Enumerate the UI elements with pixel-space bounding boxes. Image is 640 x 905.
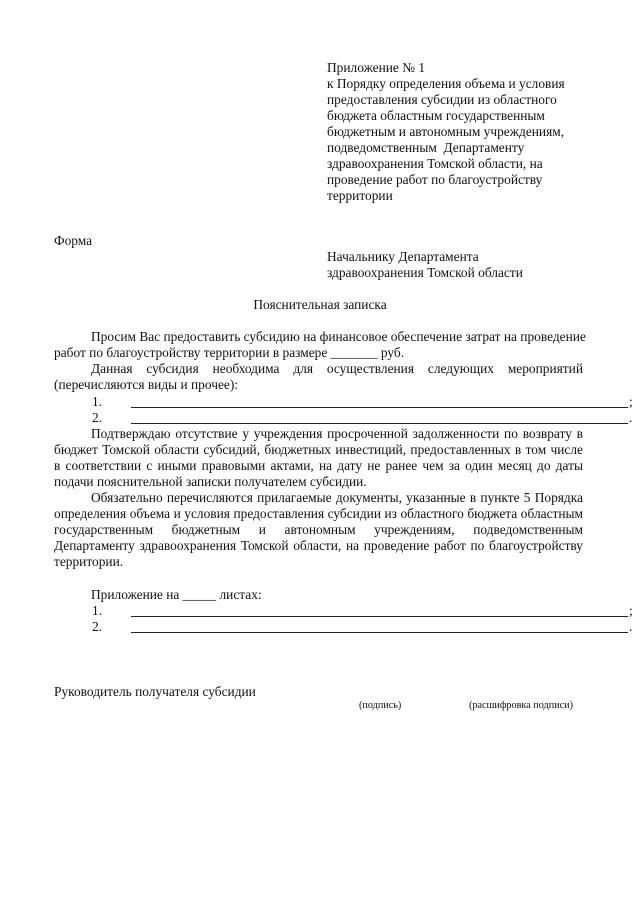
appendix-line: территории (327, 188, 393, 203)
list-item-number: 2. (92, 619, 103, 634)
fill-in-line (131, 604, 628, 617)
appendix-line: Приложение № 1 (327, 60, 426, 75)
list-item-punctuation: . (629, 619, 633, 634)
appendix-line: подведомственным Департаменту (327, 140, 525, 155)
list-item-punctuation: . (629, 410, 633, 425)
paragraph-line: Данная субсидия необходима для осуществления следующих мероприятий (91, 361, 583, 376)
paragraph-line: Обязательно перечисляются прилагаемые документы, указанные в пункте 5 Порядка (91, 490, 583, 505)
list-item-number: 1. (92, 394, 103, 409)
attachments-section (54, 587, 633, 635)
activities-list (54, 394, 633, 426)
paragraph-line: Подтверждаю отсутствие у учреждения просроченной задолженности по возврату в (91, 426, 583, 441)
paragraph-line: работ по благоустройству территории в размере _______ руб. (54, 345, 405, 360)
fill-in-line (131, 411, 628, 424)
paragraph-line: Департаменту здравоохранения Томской области, на проведение работ по благоустройству (54, 538, 583, 553)
list-item (54, 394, 633, 410)
appendix-line: проведение работ по благоустройству (327, 172, 543, 187)
document-title: Пояснительная записка (253, 297, 387, 312)
paragraph-line: определения объема и условия предоставления субсидии из областного бюджета областным (54, 506, 583, 521)
paragraph-line: подачи пояснительной записки получателем субсидии. (54, 474, 367, 489)
appendix-line: здравоохранения Томской области, на (327, 156, 543, 171)
list-item (54, 619, 633, 635)
appendix-line: к Порядку определения объема и условия (327, 76, 565, 91)
signature-caption: (подпись) (359, 700, 402, 711)
appendix-line: предоставления субсидии из областного (327, 92, 557, 107)
paragraph-line: (перечисляются виды и прочее): (54, 377, 239, 392)
addressee-block (327, 249, 523, 281)
form-label: Форма (54, 233, 93, 248)
fill-in-line (131, 620, 628, 633)
paragraph-line: государственным бюджетным и автономным учреждениям, подведомственным (54, 522, 583, 537)
signature-label: Руководитель получателя субсидии (54, 684, 256, 699)
signature-decryption-caption: (расшифровка подписи) (469, 700, 573, 711)
appendix-line: бюджета областным государственным (327, 108, 545, 123)
paragraph-no-debt-confirmation (54, 426, 583, 490)
list-item-number: 1. (92, 603, 103, 618)
list-item (54, 410, 633, 426)
list-item (54, 603, 633, 619)
paragraph-line: бюджет Томской области субсидий, бюджетных инвестиций, предоставленных в том числе (54, 442, 583, 457)
addressee-line-1: Начальнику Департамента (327, 249, 479, 264)
paragraph-line: территории. (54, 554, 124, 569)
list-item-punctuation: ; (629, 603, 633, 618)
attachments-heading: Приложение на _____ листах: (91, 587, 262, 602)
paragraph-line: Просим Вас предоставить субсидию на финансовое обеспечение затрат на проведение (91, 329, 586, 344)
paragraph-subsidy-request (54, 329, 586, 361)
appendix-header (327, 60, 627, 204)
paragraph-attached-documents (54, 490, 583, 570)
addressee-line-2: здравоохранения Томской области (327, 265, 523, 280)
fill-in-line (131, 395, 628, 408)
paragraph-line: в соответствии с иными правовыми актами, на дату не ранее чем за один месяц до даты (54, 458, 583, 473)
list-item-punctuation: ; (629, 394, 633, 409)
paragraph-activities (54, 361, 583, 393)
appendix-line: бюджетным и автономным учреждениям, (327, 124, 565, 139)
list-item-number: 2. (92, 410, 103, 425)
